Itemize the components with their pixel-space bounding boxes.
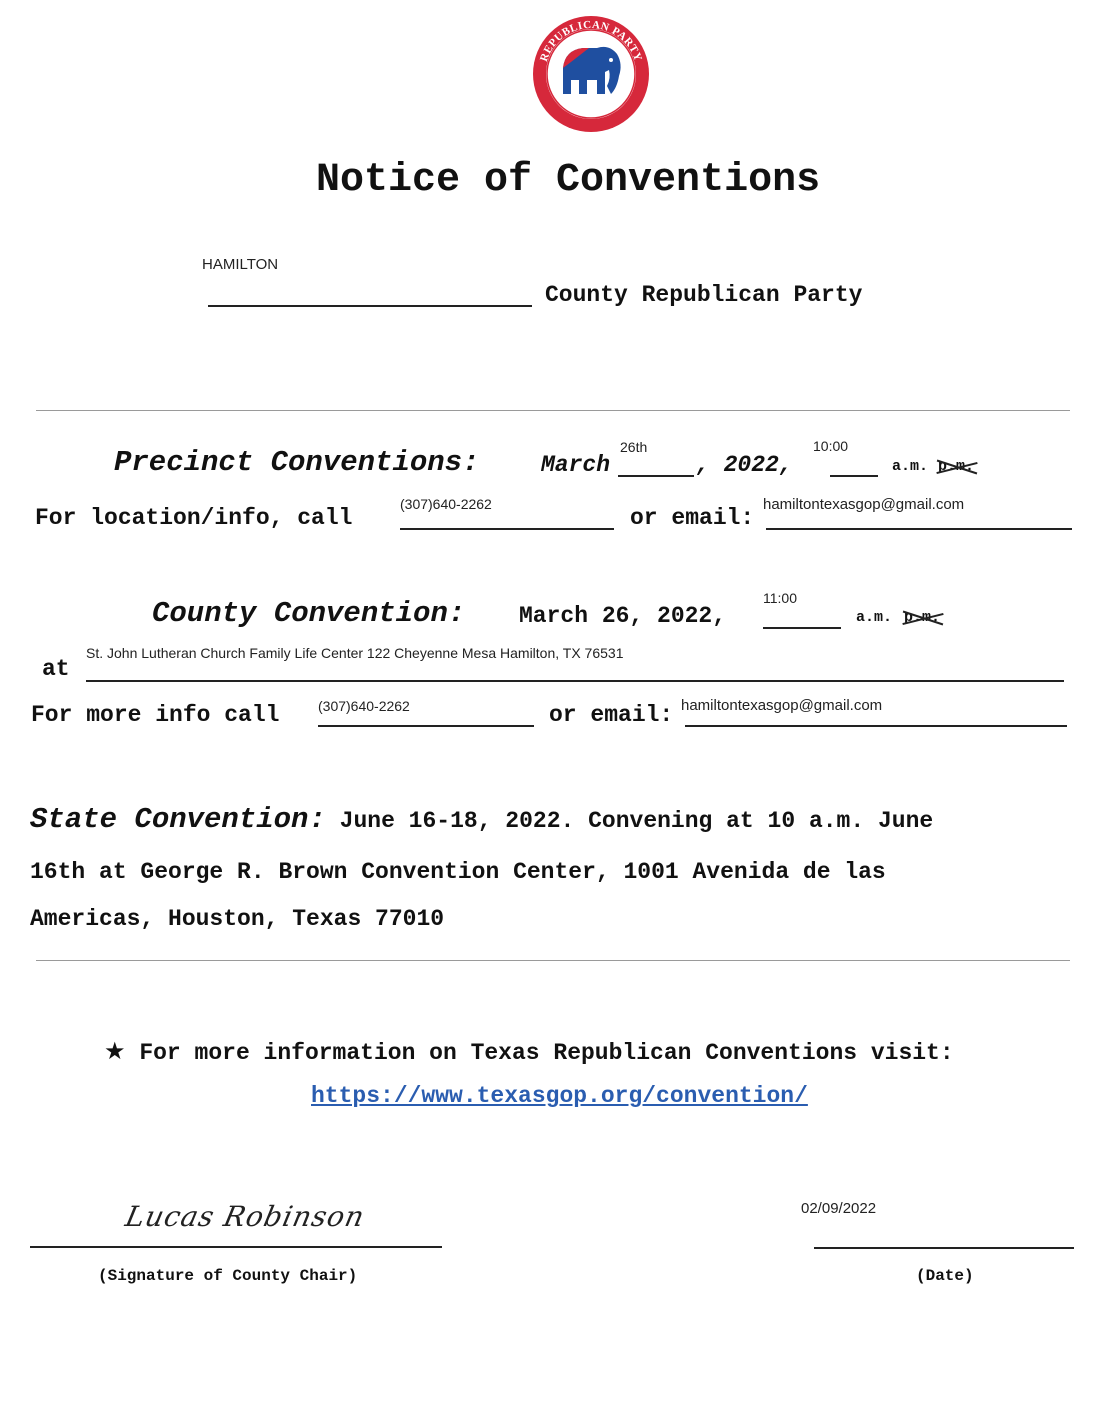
state-conv-line-1 [30,794,933,847]
logo-text-bottom: OF TEXAS [564,99,618,118]
precinct-email-line [766,528,1072,530]
precinct-day-line [618,475,694,477]
precinct-email-fill: hamiltontexasgop@gmail.com [763,496,965,513]
state-conv-paragraph [30,794,933,945]
precinct-time-line [830,475,878,477]
precinct-pm-struck: p.m. [938,458,975,475]
precinct-phone-fill: (307)640-2262 [400,496,492,512]
county-name-line [208,305,532,307]
county-conv-location-fill: St. John Lutheran Church Family Life Center 122 Cheyenne Mesa Hamilton, TX 76531 [86,645,624,661]
divider-top [36,410,1070,411]
county-conv-info-label: For more info call [31,702,280,728]
county-conv-time-line [763,627,841,629]
date-label: (Date) [916,1267,974,1285]
county-conv-email-line [685,725,1067,727]
county-conv-time-fill: 11:00 [763,590,797,606]
county-conv-pm-wrapper [904,609,940,626]
convention-url-link[interactable]: https://www.texasgop.org/convention/ [311,1083,808,1109]
county-conv-am: a.m. [856,609,893,626]
precinct-heading: Precinct Conventions: [114,446,480,479]
county-conv-at-label: at [42,656,70,682]
precinct-time-fill: 10:00 [813,438,849,454]
precinct-info-label: For location/info, call [35,505,353,531]
signature-label: (Signature of County Chair) [98,1267,358,1285]
divider-bottom [36,960,1070,961]
party-logo [531,14,651,134]
state-conv-heading: State Convention: [30,803,326,836]
more-info-line [104,1037,954,1066]
precinct-email-label: or email: [630,505,755,531]
county-conv-phone-fill: (307)640-2262 [318,698,410,714]
page-title: Notice of Conventions [316,158,821,203]
date-fill: 02/09/2022 [801,1200,877,1217]
precinct-day-fill: 26th [620,439,648,455]
county-name-fill: HAMILTON [202,256,279,273]
star-icon: ★ [104,1037,126,1065]
county-conv-phone-line [318,725,534,727]
county-conv-location-line [86,680,1064,682]
county-conv-date: March 26, 2022, [519,603,727,629]
county-conv-email-fill: hamiltontexasgop@gmail.com [681,697,883,714]
state-conv-text-3: Americas, Houston, Texas 77010 [30,906,445,932]
logo-text-top: REPUBLICAN PARTY [537,18,645,64]
state-conv-text-2: 16th at George R. Brown Convention Center, 1001 Avenida de las [30,859,886,885]
precinct-pm-wrapper [938,458,974,475]
precinct-am: a.m. [892,458,929,475]
more-info-text: For more information on Texas Republican Conventions visit: [139,1040,954,1066]
precinct-phone-line [400,528,614,530]
county-conv-email-label: or email: [549,702,674,728]
county-conv-heading: County Convention: [152,597,466,630]
precinct-month: March [541,452,611,478]
signature-script: Lucas Robinson [122,1200,368,1233]
signature-line [30,1246,442,1248]
date-line [814,1247,1074,1249]
county-party-label: County Republican Party [545,282,863,308]
state-conv-text-1: June 16-18, 2022. Convening at 10 a.m. June [339,808,934,834]
precinct-year: , 2022, [696,452,793,478]
county-conv-pm-struck: p.m. [904,609,941,626]
